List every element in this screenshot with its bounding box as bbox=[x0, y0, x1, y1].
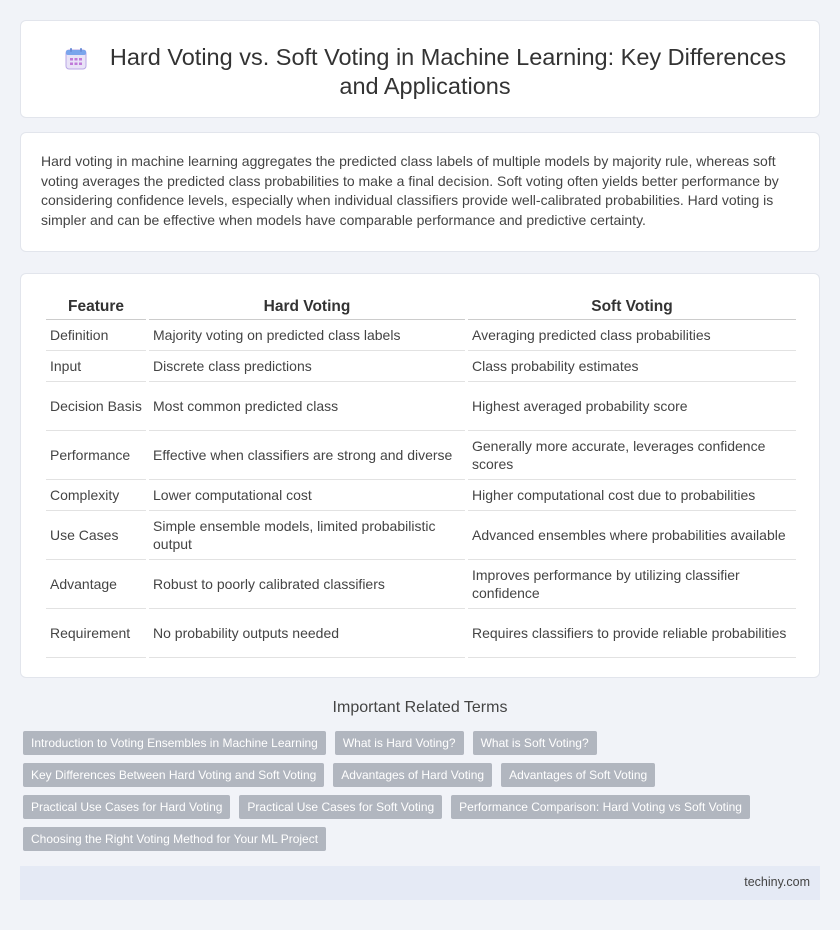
feature-cell: Performance bbox=[46, 431, 146, 480]
hard-voting-cell: Lower computational cost bbox=[149, 480, 465, 511]
feature-cell: Definition bbox=[46, 320, 146, 351]
title-card bbox=[20, 20, 820, 118]
intro-card bbox=[20, 132, 820, 252]
calendar-icon bbox=[64, 47, 88, 71]
tag-row bbox=[23, 827, 813, 851]
table-row bbox=[46, 431, 796, 480]
related-terms-heading: Important Related Terms bbox=[332, 699, 508, 716]
table-row bbox=[46, 480, 796, 511]
table-row bbox=[46, 511, 796, 560]
column-header-hard-voting: Hard Voting bbox=[149, 296, 465, 320]
title-wrap bbox=[51, 43, 799, 101]
hard-voting-cell: No probability outputs needed bbox=[149, 609, 465, 658]
related-term-link[interactable]: Practical Use Cases for Soft Voting bbox=[239, 795, 442, 819]
soft-voting-cell: Highest averaged probability score bbox=[468, 382, 796, 431]
comparison-table bbox=[43, 296, 799, 658]
feature-cell: Use Cases bbox=[46, 511, 146, 560]
column-header-soft-voting: Soft Voting bbox=[468, 296, 796, 320]
related-term-link[interactable]: Introduction to Voting Ensembles in Machine Learning bbox=[23, 731, 326, 755]
feature-cell: Advantage bbox=[46, 560, 146, 609]
tag-row bbox=[23, 795, 813, 819]
table-row bbox=[46, 351, 796, 382]
column-header-feature: Feature bbox=[46, 296, 146, 320]
soft-voting-cell: Class probability estimates bbox=[468, 351, 796, 382]
related-term-link[interactable]: Advantages of Hard Voting bbox=[333, 763, 492, 787]
related-term-link[interactable]: Choosing the Right Voting Method for Your ML Project bbox=[23, 827, 326, 851]
table-row bbox=[46, 382, 796, 431]
comparison-card bbox=[20, 273, 820, 678]
related-term-link[interactable]: What is Soft Voting? bbox=[473, 731, 597, 755]
page-title: Hard Voting vs. Soft Voting in Machine Learning: Key Differences and Applications bbox=[109, 44, 787, 99]
related-term-link[interactable]: What is Hard Voting? bbox=[335, 731, 464, 755]
hard-voting-cell: Effective when classifiers are strong and diverse bbox=[149, 431, 465, 480]
soft-voting-cell: Higher computational cost due to probabilities bbox=[468, 480, 796, 511]
related-term-link[interactable]: Advantages of Soft Voting bbox=[501, 763, 655, 787]
soft-voting-cell: Advanced ensembles where probabilities available bbox=[468, 511, 796, 560]
related-term-link[interactable]: Key Differences Between Hard Voting and Soft Voting bbox=[23, 763, 324, 787]
table-row bbox=[46, 560, 796, 609]
table-header-row bbox=[46, 296, 796, 320]
soft-voting-cell: Requires classifiers to provide reliable probabilities bbox=[468, 609, 796, 658]
hard-voting-cell: Robust to poorly calibrated classifiers bbox=[149, 560, 465, 609]
soft-voting-cell: Generally more accurate, leverages confidence scores bbox=[468, 431, 796, 480]
hard-voting-cell: Simple ensemble models, limited probabilistic output bbox=[149, 511, 465, 560]
tag-row bbox=[23, 731, 813, 755]
feature-cell: Decision Basis bbox=[46, 382, 146, 431]
feature-cell: Complexity bbox=[46, 480, 146, 511]
feature-cell: Requirement bbox=[46, 609, 146, 658]
table-row bbox=[46, 609, 796, 658]
related-term-link[interactable]: Practical Use Cases for Hard Voting bbox=[23, 795, 230, 819]
hard-voting-cell: Discrete class predictions bbox=[149, 351, 465, 382]
table-row bbox=[46, 320, 796, 351]
hard-voting-cell: Most common predicted class bbox=[149, 382, 465, 431]
hard-voting-cell: Majority voting on predicted class labels bbox=[149, 320, 465, 351]
related-term-link[interactable]: Performance Comparison: Hard Voting vs Soft Voting bbox=[451, 795, 750, 819]
related-terms-list bbox=[23, 731, 813, 859]
footer bbox=[20, 866, 820, 900]
footer-site-link[interactable]: techiny.com bbox=[744, 875, 810, 889]
feature-cell: Input bbox=[46, 351, 146, 382]
soft-voting-cell: Improves performance by utilizing classifier confidence bbox=[468, 560, 796, 609]
soft-voting-cell: Averaging predicted class probabilities bbox=[468, 320, 796, 351]
tag-row bbox=[23, 763, 813, 787]
intro-paragraph: Hard voting in machine learning aggregates the predicted class labels of multiple models by majority rule, whereas soft voting averages the predicted class probabilities to make a final decision. Soft voting often yields better performance by considering confidence levels, especially when individual classifiers provide well-calibrated probabilities. Hard voting is simpler and can be effective when models have comparable performance and predictive certainty. bbox=[41, 153, 779, 228]
